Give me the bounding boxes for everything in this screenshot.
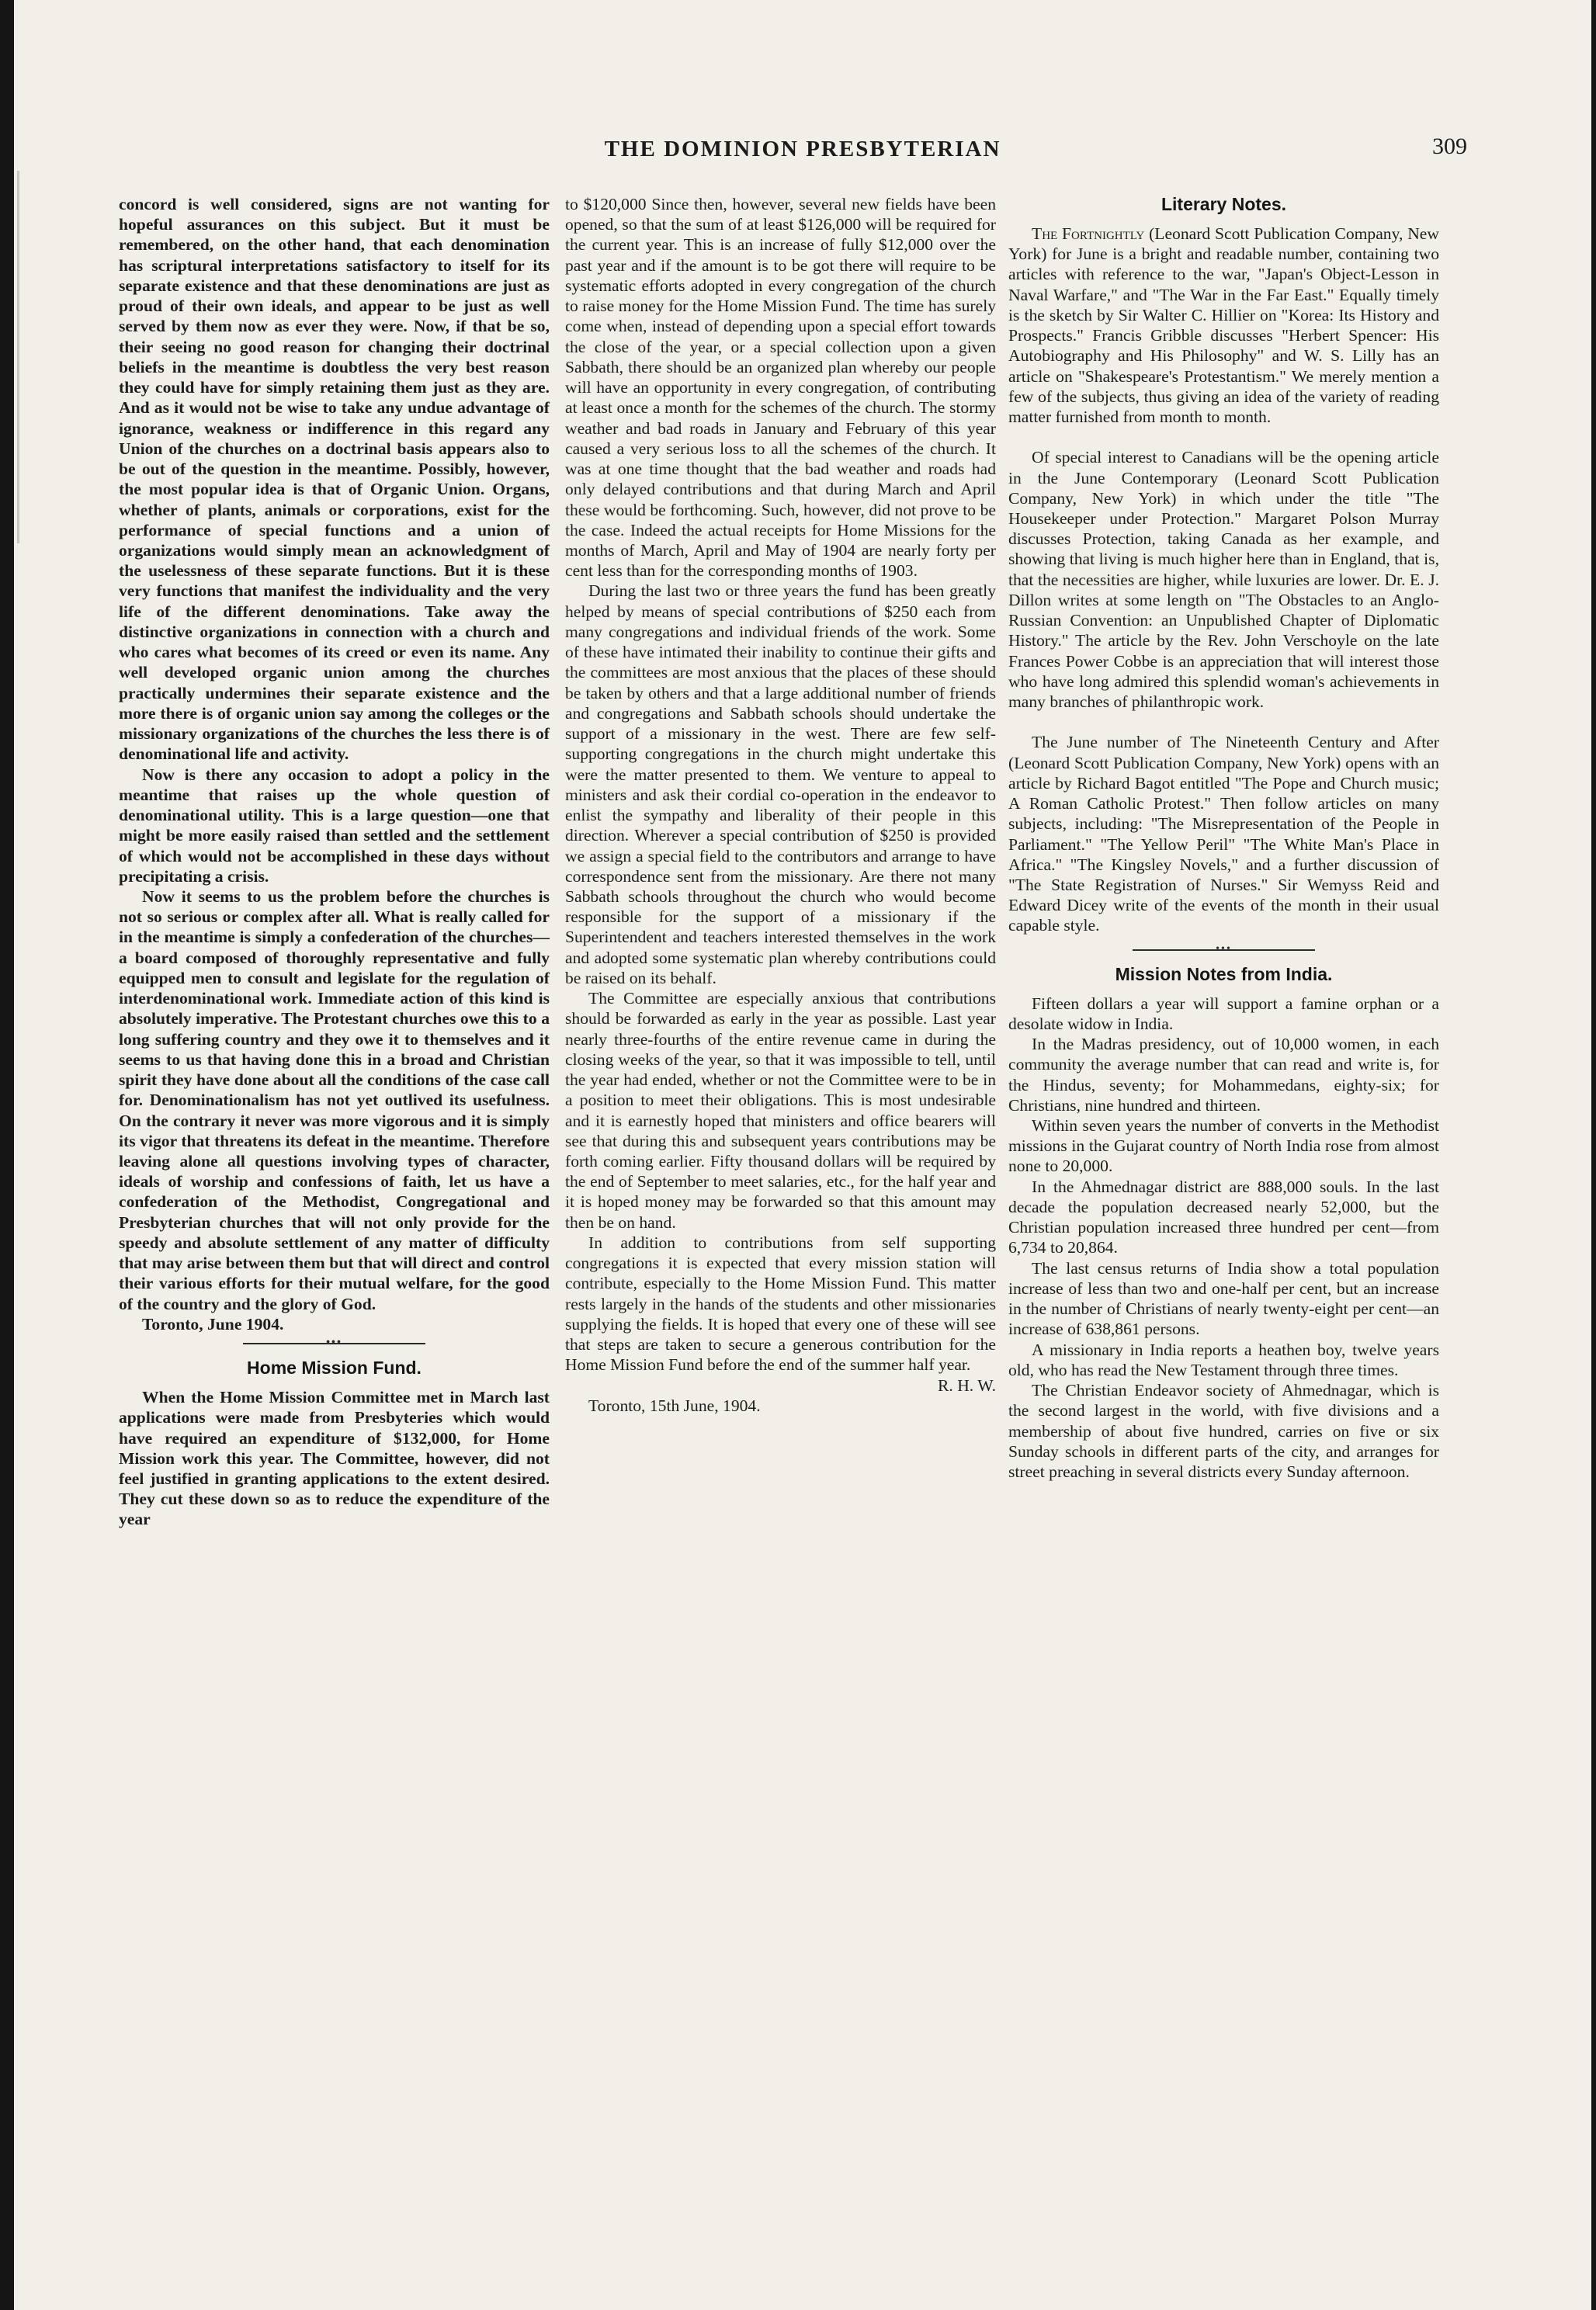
mission-note: In the Madras presidency, out of 10,000 women, in each community the average number that can read and write is, for the Hindus, seventy; for Mohammedans, eighty-six; for Christians, nine hundred and thirteen. — [1008, 1035, 1439, 1115]
article-paragraph: to $120,000 Since then, however, several new fields have been opened, so that the sum of at least $126,000 will be required for the current year. This is an increase of fully $12,000 over the past year and if the amount is to be got there will require to be systematic efforts adopted in every congregation of the church to raise money for the Home Mission Fund. The time has surely come when, instead of depending upon a special effort towards the close of the year, or a special collection upon a given Sabbath, there should be an organized plan whereby our people will have an opportunity in every congregation, of contributing at least once a month for the schemes of the church. The stormy weather and bad roads in January and February of this year caused a very serious loss to all the schemes of the church. It was at one time thought that the bad weather and roads had only delayed contributions and that during March and April these would be forthcoming. Such, however, did not prove to be the case. Indeed the actual receipts for Home Missions for the months of March, April and May of 1904 are nearly forty per cent less than for the corresponding months of 1903. — [565, 195, 996, 581]
article-paragraph: Now is there any occasion to adopt a policy in the meantime that raises up the whole question of denominational utility. This is a large question—one that might be more easily raised than settled and the settlement of which would not be accomplished in these days without precipitating a crisis. — [119, 765, 550, 886]
mission-note: Within seven years the number of converts in the Methodist missions in the Gujarat country of North India rose from almost none to 20,000. — [1008, 1116, 1439, 1176]
literary-note — [1008, 224, 1439, 427]
literary-note: The June number of The Nineteenth Century and After (Leonard Scott Publication Company, New York) opens with an article by Richard Bagot entitled "The Pope and Church music; A Roman Catholic Protest." Then follow articles on many subjects, including: "The Misrepresentation of the People in Parliament." "The Yellow Peril" "The White Man's Place in Africa." "The Kingsley Novels," and a further discussion of "The State Registration of Nurses." Sir Wemyss Reid and Edward Dicey write of the events of the month in their usual capable style. — [1008, 733, 1439, 935]
mission-note: The Christian Endeavor society of Ahmednagar, which is the second largest in the world, with five divisions and a membership of about five hundred, carries on five or six Sunday schools in different parts of the city, and arranges for street preaching in several districts every Sunday afternoon. — [1008, 1381, 1439, 1481]
article-paragraph: In addition to contributions from self supporting congregations it is expected that every mission station will contribute, especially to the Home Mission Fund. This matter rests largely in the hands of the students and other missionaries supplying the fields. It is hoped that every one of these will see that steps are taken to secure a generous contribution for the Home Mission Fund before the end of the summer half year. — [565, 1233, 996, 1375]
mission-note: Fifteen dollars a year will support a famine orphan or a desolate widow in India. — [1008, 994, 1439, 1033]
scan-edge-line — [17, 171, 19, 543]
newspaper-page — [14, 0, 1591, 2310]
mission-notes-heading: Mission Notes from India. — [1115, 963, 1333, 984]
publication-title: THE DOMINION PRESBYTERIAN — [604, 137, 1001, 161]
mission-note: In the Ahmednagar district are 888,000 souls. In the last decade the population decreased nearly 52,000, but the Christian population increased three hundred per cent—from 6,734 to 20,864. — [1008, 1177, 1439, 1257]
literary-notes-heading: Literary Notes. — [1161, 194, 1287, 214]
literary-note: Of special interest to Canadians will be the opening article in the June Contemporary (Leonard Scott Publication Company, New York) in which under the title "The Housekeeper under Protection." Margaret Polson Murray discusses Protection, taking Canada as her example, and showing that living is much higher here than in England, that is, that the necessities are higher, while luxuries are lower. Dr. E. J. Dillon writes at some length on "The Obstacles to an Anglo-Russian Convention: an Unpublished Chapter of Diplomatic History." The article by the Rev. John Verschoyle on the late Frances Power Cobbe is an appreciation that will interest those who have long admired this splendid woman's achievements in many branches of philanthropic work. — [1008, 448, 1439, 712]
page-number: 309 — [1432, 134, 1467, 159]
column-1 — [119, 194, 550, 1530]
mission-note: The last census returns of India show a total population increase of less than two and one-half per cent, but an increase in the number of Christians of nearly twenty-eight per cent—an increase of 638,861 persons. — [1008, 1258, 1439, 1339]
article-dateline: Toronto, 15th June, 1904. — [588, 1396, 761, 1415]
author-signature: R. H. W. — [938, 1375, 996, 1395]
magazine-name: The Fortnightly — [1032, 224, 1145, 243]
article-paragraph: During the last two or three years the fund has been greatly helped by means of special contributions of $250 each from many congregations and individual friends of the work. Some of these have intimated their inability to continue their gifts and the committees are most anxious that the places of these should be taken by others and that a large additional number of friends and congregations and Sabbath schools should undertake the support of a missionary in the west. There are few self-supporting congregations in the church might undertake this were the matter presented to them. We venture to appeal to ministers and ask their cordial co-operation in the endeavor to enlist the sympathy and liberality of their people in this direction. Wherever a special contribution of $250 is provided we assign a special field to the contributors and arrange to have correspondence sent from the missionary. Are there not many Sabbath schools throughout the church who would become responsible for the support of a missionary if the Superintendent and teachers interested themselves in the work and adopted some systematic plan whereby contributions could be raised on its behalf. — [565, 581, 996, 987]
section-divider: ••• — [119, 1334, 550, 1351]
literary-note-text: (Leonard Scott Publication Company, New York) for June is a bright and readable number, containing two articles with reference to the war, "Japan's Object-Lesson in Naval Warfare," and "The War in the Far East." Equally timely is the sketch by Sir Walter C. Hillier on "Korea: Its History and Prospects." Francis Gribble discusses "Herbert Spencer: His Autobiography and His Philosophy" and W. S. Lilly has an article on "Shakespeare's Protestantism." We merely mention a few of the subjects, thus giving an idea of the variety of reading matter furnished from month to month. — [1008, 224, 1439, 427]
article-paragraph: concord is well considered, signs are not wanting for hopeful assurances on this subject. But it must be remembered, on the other hand, that each denomination has scriptural interpretations satisfactory to itself for its separate existence and that these denominations are just as proud of their own ideals, and appear to be just as well served by them now as ever they were. Now, if that be so, their seeing no good reason for changing their doctrinal beliefs in the meantime is doubtless the very best reason they could have for simply retaining them just as they are. And as it would not be wise to take any undue advantage of ignorance, weakness or indifference in this regard any Union of the churches on a doctrinal basis appears also to be out of the question in the meantime. Possibly, however, the most popular idea is that of Organic Union. Organs, whether of plants, animals or corporations, exist for the performance of special functions and a union of organizations would simply mean an acknowledgment of the uselessness of these separate functions. But it is these very functions that manifest the individuality and the very life of the different denominations. Take away the distinctive organizations in connection with a church and who cares what becomes of its creed or even its name. Any well developed organic union among the churches practically undermines their separate existence and the more there is of organic union say among the colleges or the missionary organizations of the churches the less there is of denominational life and activity. — [119, 195, 550, 764]
page-header — [14, 134, 1591, 172]
article-paragraph: Now it seems to us the problem before the churches is not so serious or complex after all. What is really called for in the meantime is simply a confederation of the churches—a board composed of thoroughly representative and fully equipped men to consult and legislate for the regulation of interdenominational work. Immediate action of this kind is absolutely imperative. The Protestant churches owe this to a long suffering country and they owe it to themselves and it seems to us that having done this in a broad and Christian spirit they have done about all the conditions of the case call for. Denominationalism has not yet outlived its usefulness. On the contrary it never was more vigorous and it is simply its vigor that threatens its defeat in the meantime. Therefore leaving alone all questions involving types of character, ideals of worship and confessions of faith, let us have a confederation of the Methodist, Congregational and Presbyterian churches that will not only provide for the speedy and absolute settlement of any matter of difficulty that may arise between them but that will direct and control their various efforts for their mutual welfare, for the good of the country and the glory of God. — [119, 886, 550, 1313]
section-divider: ••• — [1008, 941, 1439, 958]
article-paragraph: When the Home Mission Committee met in March last applications were made from Presbyteries which would have required an expenditure of $132,000, for Home Mission work this year. The Committee, however, did not feel justified in granting applications to the extent desired. They cut these down so as to reduce the expenditure of the year — [119, 1388, 550, 1529]
article-paragraph: The Committee are especially anxious that contributions should be forwarded as early in the year as possible. Last year nearly three-fourths of the entire revenue came in during the closing weeks of the year, so that it was impossible to tell, until the year had ended, whether or not the Committee were to be in a position to meet their obligations. This is most undesirable and it is earnestly hoped that ministers and office bearers will see that during this and subsequent years contributions may be forth coming earlier. Fifty thousand dollars will be required by the end of September to meet salaries, etc., for the half year and it is hoped money may be forwarded so that this amount may then be on hand. — [565, 989, 996, 1232]
mission-note: A missionary in India reports a heathen boy, twelve years old, who has read the New Testament through three times. — [1008, 1340, 1439, 1379]
column-2 — [565, 194, 996, 1416]
column-3 — [1008, 194, 1439, 1482]
article-dateline: Toronto, June 1904. — [142, 1314, 284, 1334]
home-mission-heading: Home Mission Fund. — [247, 1358, 422, 1379]
